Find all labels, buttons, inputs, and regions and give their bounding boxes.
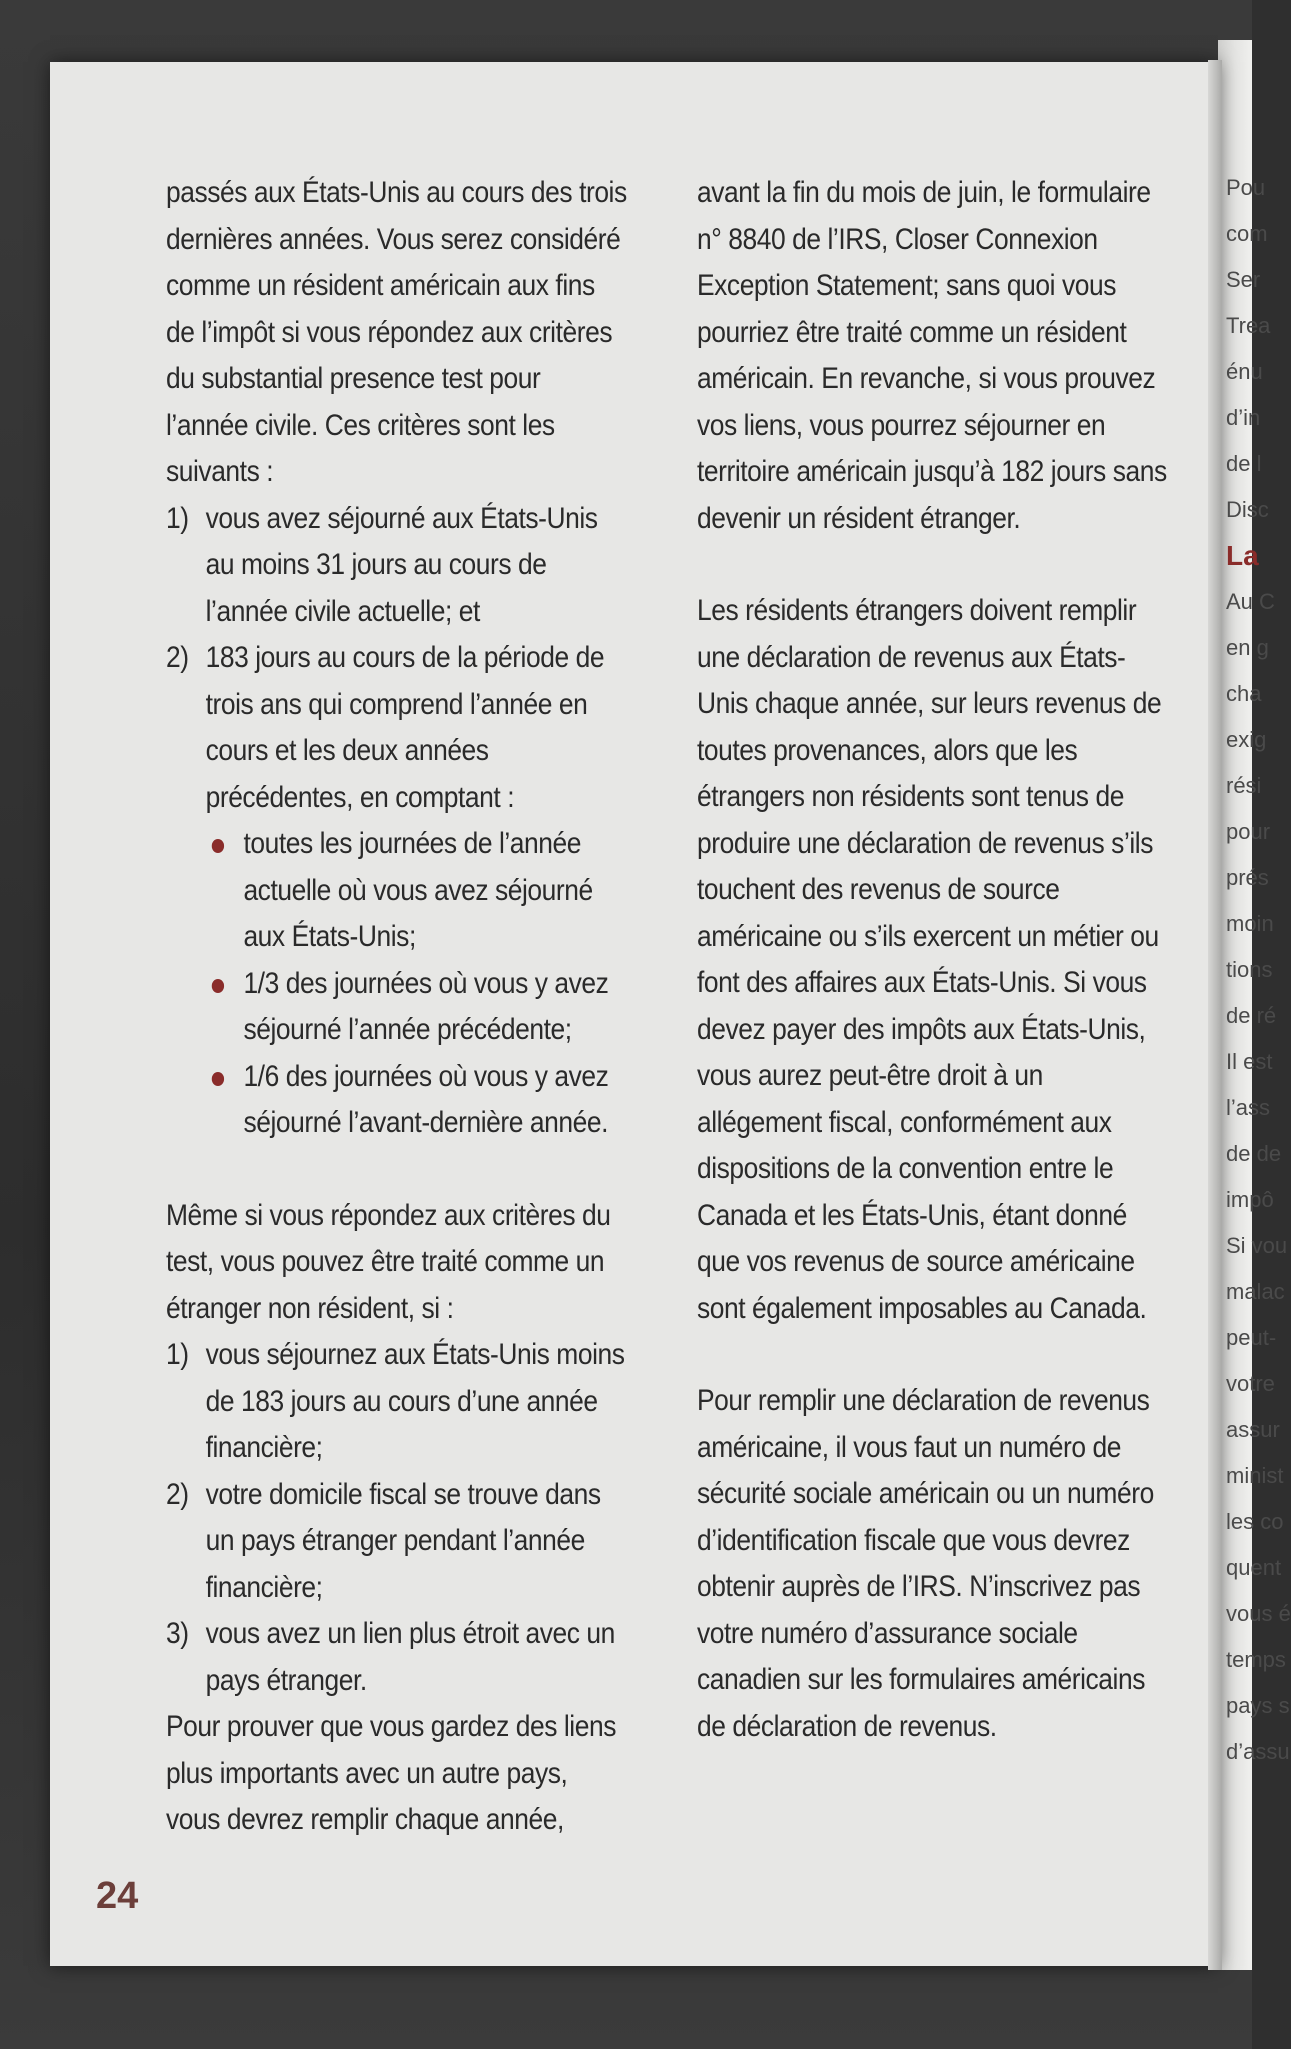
edge-fragment: tions: [1226, 957, 1273, 982]
edge-fragment: de ré: [1226, 1003, 1277, 1028]
exceptions-list: [166, 1332, 628, 1704]
edge-fragment: impô: [1226, 1187, 1274, 1212]
edge-fragment: assur: [1226, 1417, 1280, 1442]
list-item: 1) vous avez séjourné aux États-Unis au moins 31 jours au cours de l’année civile actuelle; et: [166, 501, 598, 628]
edge-fragment: d’assu: [1226, 1739, 1290, 1764]
edge-fragment: votre: [1226, 1371, 1275, 1396]
intro-paragraph: passés aux États-Unis au cours des trois dernières années. Vous serez considéré comme un résident américain aux fins de l’impôt si vous répondez aux critères du substantial presence test pour l’année civile. Ces critères sont les suivants :: [166, 176, 627, 488]
edge-fragment: cha: [1226, 681, 1262, 706]
exception-intro: Même si vous répondez aux critères du test, vous pouvez être traité comme un étranger non résident, si :: [166, 1198, 611, 1325]
bullet-list: [166, 821, 628, 1147]
edge-fragment: malac: [1226, 1279, 1285, 1304]
facing-page-text-sliver: [1226, 165, 1291, 1775]
edge-fragment: l’ass: [1226, 1095, 1271, 1120]
paragraph: avant la fin du mois de juin, le formulaire n° 8840 de l’IRS, Closer Connexion Exception Statement; sans quoi vous pourriez être traité comme un résident américain. En revanche, si vous prouvez vos liens, vous pourrez séjourner en territoire américain jusqu’à 182 jours sans devenir un résident étranger.: [697, 176, 1167, 535]
edge-fragment: de l: [1226, 451, 1262, 476]
paragraph: Les résidents étrangers doivent remplir une déclaration de revenus aux États-Unis chaque année, sur leurs revenus de toutes provenances, alors que les étrangers non résidents sont tenus de produire une déclaration de revenus s’ils touchent des revenus de source américaine ou s’ils exercent un métier ou font des affaires aux États-Unis. Si vous devez payer des impôts aux États-Unis, vous aurez peut-être droit à un allégement fiscal, conformément aux dispositions de la convention entre le Canada et les États-Unis, étant donné que vos revenus de source américaine sont également imposables au Canada.: [697, 594, 1162, 1325]
edge-fragment: temps: [1226, 1647, 1286, 1672]
edge-fragment: vous é: [1226, 1601, 1291, 1626]
list-item: 3) vous avez un lien plus étroit avec un pays étranger.: [166, 1617, 615, 1697]
list-item: 1) vous séjournez aux États-Unis moins de 183 jours au cours d’une année financière;: [166, 1338, 625, 1464]
right-column: [697, 170, 1172, 1750]
bullet-item: toutes les journées de l’année actuelle où vous avez séjourné aux États-Unis;: [166, 821, 628, 961]
edge-fragment: peut-: [1226, 1325, 1277, 1350]
edge-fragment: en g: [1226, 635, 1269, 660]
edge-fragment: Il est: [1226, 1049, 1273, 1074]
edge-fragment: Ser: [1226, 267, 1261, 292]
edge-fragment: les co: [1226, 1509, 1284, 1534]
bullet-item: 1/3 des journées où vous y avez séjourné l’année précédente;: [166, 961, 628, 1054]
criteria-list: [166, 496, 628, 822]
list-item: 2) 183 jours au cours de la période de trois ans qui comprend l’année en cours et les deux années précédentes, en comptant :: [166, 641, 605, 814]
page-number: 24: [96, 1875, 139, 1917]
paragraph: Pour remplir une déclaration de revenus américaine, il vous faut un numéro de sécurité sociale américain ou un numéro d’identification fiscale que vous devrez obtenir auprès de l’IRS. N’inscrivez pas votre numéro d’assurance sociale canadien sur les formulaires américains de déclaration de revenus.: [697, 1384, 1154, 1743]
left-column: [166, 170, 628, 1844]
edge-fragment: pour: [1226, 819, 1271, 844]
edge-fragment: Si vou: [1226, 1233, 1288, 1258]
bullet-item: 1/6 des journées où vous y avez séjourné l’avant-dernière année.: [166, 1054, 628, 1147]
edge-fragment: quent: [1226, 1555, 1282, 1580]
book-spine: [1208, 60, 1222, 1970]
edge-fragment: de de: [1226, 1141, 1282, 1166]
edge-fragment: Trea: [1226, 313, 1271, 338]
edge-fragment: Au C: [1226, 589, 1275, 614]
edge-fragment: La: [1226, 540, 1259, 571]
edge-fragment: prés: [1226, 865, 1269, 890]
edge-fragment: d’in: [1226, 405, 1261, 430]
edge-fragment: rési: [1226, 773, 1262, 798]
edge-fragment: moin: [1226, 911, 1274, 936]
edge-fragment: Pou: [1226, 175, 1266, 200]
edge-fragment: com: [1226, 221, 1268, 246]
edge-fragment: exig: [1226, 727, 1267, 752]
edge-fragment: minist: [1226, 1463, 1284, 1488]
edge-fragment: Disc: [1226, 497, 1269, 522]
list-item: 2) votre domicile fiscal se trouve dans un pays étranger pendant l’année financière;: [166, 1477, 601, 1604]
edge-fragment: énu: [1226, 359, 1263, 384]
edge-fragment: pays s: [1226, 1693, 1290, 1718]
closing-paragraph: Pour prouver que vous gardez des liens plus importants avec un autre pays, vous devrez remplir chaque année,: [166, 1710, 616, 1836]
